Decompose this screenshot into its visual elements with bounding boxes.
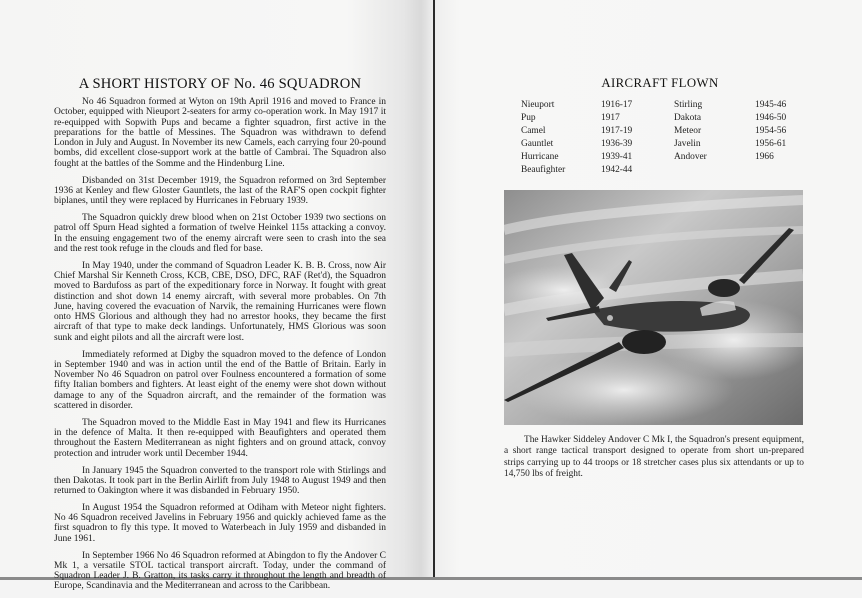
aircraft-row <box>500 139 820 153</box>
aircraft-title: AIRCRAFT FLOWN <box>601 76 719 90</box>
history-paragraph: In September 1966 No 46 Squadron reformed at Abingdon to fly the Andover C Mk 1, a versatile STOL tactical transport aircraft. Today, under the command of Squadron Leader J. B. Gratton, its tasks carry it throughout the length and breadth of Europe, Scandinavia and the Mediterranean and across to the Caribbean. <box>54 550 386 592</box>
aircraft-name: Beaufighter <box>521 165 566 175</box>
aircraft-photo-illustration <box>504 190 803 425</box>
aircraft-years: 1946-50 <box>755 113 787 123</box>
squadron-history <box>54 76 386 598</box>
aircraft-name: Nieuport <box>521 100 555 110</box>
history-paragraph: In January 1945 the Squadron converted to the transport role with Stirlings and then Dakotas. It took part in the Berlin Airlift from July 1948 to August 1949 and then returned to Oakington where it was disbanded in February 1950. <box>54 465 386 497</box>
history-paragraph: Immediately reformed at Digby the squadron moved to the defence of London in September 1940 and was in action until the end of the Battle of Britain. Early in November No 46 Squadron on patrol over Foulness encountered a formation of some fifty Italian bombers and fighters. At least eight of the enemy were shot down without damage to any of the Squadron aircraft, and the remainder of the formation was scattered in disorder. <box>54 349 386 412</box>
aircraft-name: Andover <box>674 152 707 162</box>
book-gutter <box>433 0 435 580</box>
aircraft-row <box>500 165 820 179</box>
aircraft-name: Dakota <box>674 113 702 123</box>
aircraft-name: Pup <box>521 113 536 123</box>
andover-aircraft-photo <box>504 190 803 425</box>
aircraft-table <box>500 100 820 182</box>
aircraft-name: Hurricane <box>521 152 559 162</box>
history-paragraph: The Squadron quickly drew blood when on 21st October 1939 two sections on patrol off Spurn Head sighted a formation of twelve Heinkel 115s attacking a convoy. In the ensuing engagement two of the enemy aircraft were seen to crash into the sea and the rest took refuge in the clouds and fled for base. <box>54 212 386 254</box>
aircraft-name: Stirling <box>674 100 703 110</box>
aircraft-name: Gauntlet <box>521 139 554 149</box>
history-paragraph: Disbanded on 31st December 1919, the Squadron reformed on 3rd September 1936 at Kenley and flew Gloster Gauntlets, the last of the RAF'S open cockpit fighter biplanes, until they were replaced by Hurricanes in February 1939. <box>54 175 386 207</box>
aircraft-row <box>500 100 820 114</box>
aircraft-flown <box>500 76 820 182</box>
history-title: A SHORT HISTORY OF No. 46 SQUADRON <box>78 76 362 92</box>
aircraft-years: 1936-39 <box>601 139 633 149</box>
aircraft-years: 1916-17 <box>601 100 633 110</box>
aircraft-row <box>500 113 820 127</box>
caption-text: The Hawker Siddeley Andover C Mk I, the Squadron's present equipment, a short range tactical transport designed to operate from short un-prepared strips carrying up to 44 troops or 18 stretcher cases plus six attendants or up to 14,750 lbs of freight. <box>504 435 804 480</box>
photo-caption <box>504 435 804 481</box>
history-paragraph: No 46 Squadron formed at Wyton on 19th April 1916 and moved to France in October, equipped with Nieuport 2-seaters for army co-operation work. In May 1917 it re-equipped with Sopwith Pups and became a fighter squadron, first active in the preparations for the battle of Messines. The Squadron was withdrawn to defend London in July and August. In November its new Camels, each carrying four 20-pound bombs, did excellent close-support work at the battle of Cambrai. The Squadron also fought at the battles of the Somme and the Hindenburg Line. <box>54 97 386 169</box>
history-paragraph: In May 1940, under the command of Squadron Leader K. B. B. Cross, now Air Chief Marshal Sir Kenneth Cross, KCB, CBE, DSO, DFC, RAF (Ret'd), the Squadron moved to Bardufoss as part of the expeditionary force in Norway. It fought with great distinction and shot down 14 enemy aircraft, with several more probables. On 7th June, having covered the evacuation of Narvik, the remaining Hurricanes were flown onto HMS Glorious and although they had no arrestor hooks, they became the first aircraft of that type to make deck landings. Unfortunately, HMS Glorious was soon sunk and eight pilots and all the aircraft were lost. <box>54 260 386 343</box>
aircraft-years: 1942-44 <box>601 165 633 175</box>
aircraft-years: 1939-41 <box>601 152 633 162</box>
aircraft-name: Javelin <box>674 139 701 149</box>
history-paragraph: The Squadron moved to the Middle East in May 1941 and flew its Hurricanes in the defence of Malta. It then re-equipped with Beaufighters and operated them throughout the Eastern Mediterranean as night fighters and on ground attack, convoy protection and intruder work until December 1944. <box>54 417 386 459</box>
aircraft-years: 1917 <box>601 113 620 123</box>
history-paragraph: In August 1954 the Squadron reformed at Odiham with Meteor night fighters. No 46 Squadron received Javelins in February 1956 and quickly achieved fame as the first squadron to fly this type. It moved to Waterbeach in July 1959 and disbanded in June 1961. <box>54 502 386 544</box>
aircraft-years: 1966 <box>755 152 774 162</box>
aircraft-years: 1954-56 <box>755 126 787 136</box>
aircraft-years: 1945-46 <box>755 100 787 110</box>
aircraft-row <box>500 152 820 166</box>
aircraft-name: Meteor <box>674 126 702 136</box>
aircraft-row <box>500 126 820 140</box>
aircraft-years: 1917-19 <box>601 126 633 136</box>
aircraft-years: 1956-61 <box>755 139 787 149</box>
cloud-bank <box>514 355 734 425</box>
aircraft-name: Camel <box>521 126 546 136</box>
